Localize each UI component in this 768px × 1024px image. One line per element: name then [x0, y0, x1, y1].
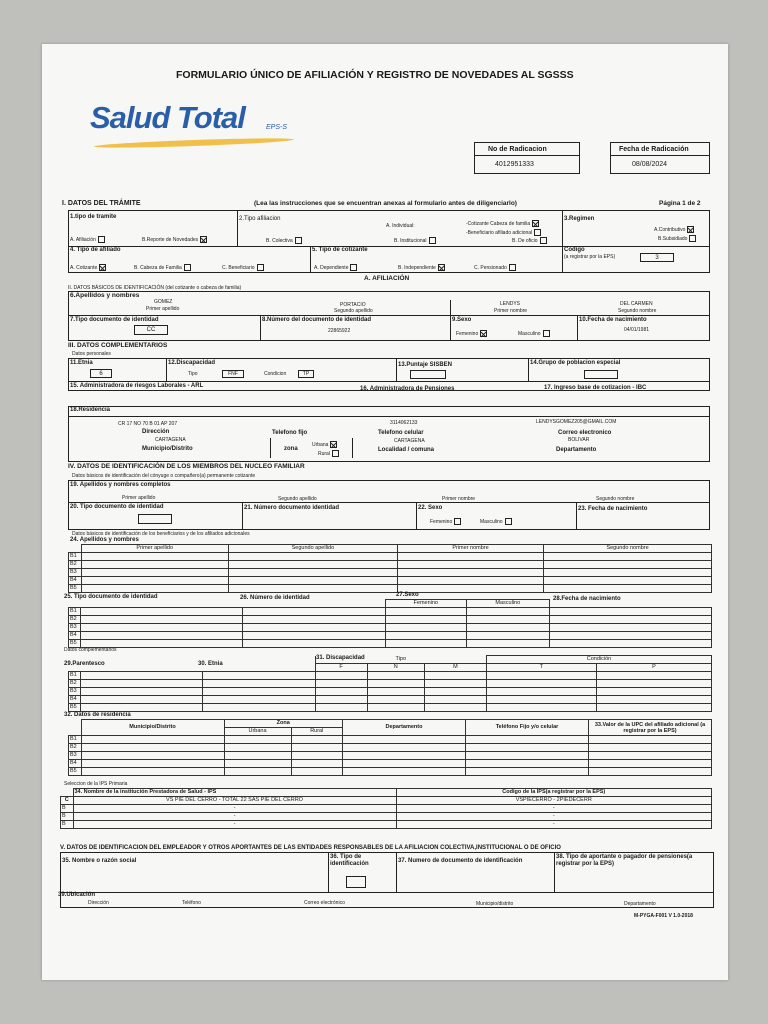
sex-male-checkbox[interactable]	[543, 330, 550, 337]
spouse-doc-field[interactable]	[138, 514, 172, 524]
afiliacion-colectiva: B. Colectiva	[266, 237, 302, 244]
afiliacion-adicional-checkbox[interactable]	[534, 229, 541, 236]
parentesco-label: 29.Parentesco	[64, 661, 105, 667]
first-surname: GOMEZ	[154, 299, 173, 305]
regimen-label: 3.Regimen	[564, 216, 595, 222]
municipio-value: CARTAGENA	[155, 437, 186, 443]
ips-name-value: VS PIE DEL CERRO - TOTAL 22 SAS PIE DEL CERRO	[73, 797, 396, 805]
second-surname-label: Segundo apellido	[334, 308, 373, 314]
disc-condicion-label: Condicion	[264, 371, 287, 377]
tramite-afiliacion: A. Afiliación	[70, 236, 105, 243]
email-value: LENDYSGOMEZ205@GMAIL.COM	[536, 419, 617, 425]
regimen-subsidiado: B.Subsidiado	[658, 235, 696, 242]
zona-rural: Rural	[318, 450, 339, 457]
etnia-label: 11.Etnia	[70, 360, 93, 366]
spouse-sn: Segundo nombre	[596, 496, 635, 502]
afiliacion-institucional-checkbox[interactable]	[429, 237, 436, 244]
benef-sex-label: 27.Sexo	[396, 592, 419, 598]
sisben-label: 13.Puntaje SISBEN	[398, 362, 453, 368]
first-name-label: Primer nombre	[494, 308, 528, 314]
localidad-value: CARTAGENA	[394, 438, 425, 444]
codigo-value[interactable]: 3	[640, 253, 674, 262]
pension-label: 16. Administradora de Pensiones	[360, 386, 455, 392]
spouse-male-checkbox[interactable]	[505, 518, 512, 525]
codigo-label: Codigo	[564, 247, 585, 253]
footer-code: M-PYGA-F001 V 1.0-2018	[634, 913, 693, 919]
logo-swoosh	[94, 137, 294, 150]
radicacion-label: No de Radicacion	[488, 146, 547, 153]
ubic-dir: Dirección	[88, 900, 109, 906]
section5-title: V. DATOS DE IDENTIFICACION DEL EMPLEADOR Y OTROS APORTANTES DE LAS ENTIDADES RESPONSABLES DE LA AFILIACION COLECTIVA,INSTITUCIONAL O DE OFICIO	[60, 845, 561, 851]
page-number: Página 1 de 2	[659, 200, 701, 207]
grupo-field[interactable]	[584, 370, 618, 379]
doc-number-value: 22865922	[328, 328, 351, 334]
spouse-ps: Primer apellido	[122, 495, 156, 501]
cotizante-dependiente: A. Dependiente	[314, 264, 357, 271]
spouse-names-label: 19. Apellidos y nombres completos	[70, 482, 171, 488]
resid2-table: Municipio/Distrito Zona Departamento Teléfono Fijo y/o celular 33.Valor de la UPC del afiliado adicional (a registrar por la EPS) Urbana Rural B1 B2 B3 B4 B5	[68, 719, 712, 776]
discapacidad-label: 12.Discapacidad	[168, 360, 216, 366]
second-name: DEL CARMEN	[620, 301, 653, 307]
ubic-tel: Teléfono	[182, 900, 201, 906]
address-value: CR 17 NO 70 B 01 AP 207	[118, 421, 178, 427]
tramite-afiliacion-checkbox[interactable]	[98, 236, 105, 243]
afiliado-beneficiario: C. Beneficiario	[222, 264, 264, 271]
afiliacion-cabeza-checkbox[interactable]	[532, 220, 539, 227]
disc-tipo-label: Tipo	[188, 371, 198, 377]
second-name-label: Segundo nombre	[618, 308, 657, 314]
afiliacion-individual: A. Individual:	[386, 223, 415, 229]
afiliacion-adicional: -Beneficiario afiliado adicional	[466, 229, 541, 236]
names-label: 6.Apellidos y nombres	[70, 292, 140, 299]
benef-sub: Datos básicos de identificación de los beneficiarios y de los afiliados adicionales	[72, 531, 250, 537]
ubic-mun: Municipio/distrito	[476, 901, 514, 907]
cotizante-pensionado-checkbox[interactable]	[509, 264, 516, 271]
employer-tipo-label: 36. Tipo de identificación	[330, 854, 369, 867]
ips-sub: Seleccion de la IPS Primaria	[64, 781, 128, 787]
cell-label: Telefono celular	[378, 430, 424, 436]
benef-num-label: 26. Número de identidad	[240, 595, 310, 601]
afiliado-beneficiario-checkbox[interactable]	[257, 264, 264, 271]
first-name: LENDYS	[500, 301, 521, 307]
ubic-mail: Correo electrónico	[304, 900, 345, 906]
disc-tipo-value[interactable]: FNF	[222, 370, 244, 378]
grupo-label: 14.Grupo de poblacion especial	[530, 360, 621, 366]
personal-sub: Datos personales	[72, 351, 111, 357]
section1-instructions: (Lea las instrucciones que se encuentran anexas al formulario antes de diligenciarlo)	[254, 200, 517, 207]
afiliacion-tipo-label: 2.Tipo afiliacion	[239, 216, 281, 222]
employer-tipo-field[interactable]	[346, 876, 366, 888]
benef-doc-table: Femenino Masculino B1 B2 B3 B4 B5	[68, 599, 712, 648]
cotizante-dependiente-checkbox[interactable]	[350, 264, 357, 271]
regimen-contributivo-checkbox[interactable]	[687, 226, 694, 233]
regimen-subsidiado-checkbox[interactable]	[689, 235, 696, 242]
sex-female-checkbox[interactable]	[480, 330, 487, 337]
sex-female: Femenino	[456, 330, 487, 337]
spouse-female-checkbox[interactable]	[454, 518, 461, 525]
radicacion-date-value: 08/08/2024	[632, 161, 668, 168]
zona-rural-checkbox[interactable]	[332, 450, 339, 457]
spouse-female: Femenino	[430, 518, 461, 525]
sex-male: Masculino	[518, 330, 550, 337]
second-surname: PORTACIO	[340, 302, 366, 308]
afiliado-cotizante: A. Cotizante	[70, 264, 106, 271]
phone-label: Telefono fijo	[272, 430, 308, 436]
logo-brand: Salud Total	[90, 100, 245, 135]
ibc-label: 17. Ingreso base de cotizacion - IBC	[544, 385, 647, 391]
etnia-value[interactable]: 6	[90, 369, 112, 378]
cotizante-pensionado: C. Pensionado	[474, 264, 516, 271]
compl-table: Tipo Condición F N M T P B1 B2 B3 B4 B5	[68, 655, 712, 712]
resid2-label: 32. Datos de residencia	[64, 712, 131, 718]
employer-aportante-label: 38. Tipo de aportante o pagador de pensiones(a registrar por la EPS)	[556, 854, 693, 867]
section3-title: III. DATOS COMPLEMENTARIOS	[68, 342, 168, 349]
radicacion-date-label: Fecha de Radicación	[619, 146, 689, 153]
afiliado-cotizante-checkbox[interactable]	[99, 264, 106, 271]
email-label: Correo electronico	[558, 430, 612, 436]
spouse-ss: Segundo apellido	[278, 496, 317, 502]
section2-title: II. DATOS BÁSICOS DE IDENTIFICACIÓN (del cotizante o cabeza de familia)	[68, 285, 242, 291]
cotizante-tipo-label: 5. Tipo de cotizante	[312, 247, 368, 253]
afiliacion-oficio-checkbox[interactable]	[540, 237, 547, 244]
form-title: FORMULARIO ÚNICO DE AFILIACIÓN Y REGISTRO DE NOVEDADES AL SGSSS	[176, 69, 574, 81]
ubic-dep: Departamento	[624, 901, 656, 907]
afiliacion-institucional: B. Institucional	[394, 237, 436, 244]
doc-number-label: 8.Número del documento de identidad	[262, 317, 372, 323]
spouse-sex-label: 22. Sexo	[418, 505, 443, 511]
regimen-contributivo: A.Contributivo	[654, 226, 694, 233]
salud-total-logo	[90, 102, 300, 152]
afiliacion-oficio: B. De oficio	[512, 237, 547, 244]
employer-num-label: 37. Numero de documento de identificación	[398, 858, 523, 864]
afiliacion-colectiva-checkbox[interactable]	[295, 237, 302, 244]
tramite-novedades: B.Reporte de Novedades	[142, 236, 207, 243]
section4-sub: Datos básicos de identificación del cónyuge o compañero(a) permanente cotizante	[72, 473, 256, 479]
arl-label: 15. Administradora de riesgos Laborales - ARL	[70, 383, 204, 389]
doc-type-label: 7.Tipo documento de identidad	[70, 317, 159, 323]
compl-sub: Datos complementarios	[64, 647, 117, 653]
spouse-pn: Primer nombre	[442, 496, 476, 502]
ubicacion-label: 39.Ubicación	[58, 892, 96, 898]
benef-names-table: Primer apellido Segundo apellido Primer nombre Segundo nombre B1 B2 B3 B4 B5	[68, 544, 712, 593]
localidad-label: Localidad / comuna	[378, 447, 435, 453]
disc-condicion-value[interactable]: TP	[298, 370, 314, 378]
benef-names-label: 24. Apellidos y nombres	[70, 537, 139, 543]
form-page	[42, 44, 728, 980]
ips-table: 34. Nombre de la institución Prestadora de Salud - IPS Codigo de la IPS(a registrar por la EPS) C VS PIE DEL CERRO - TOTAL 22 SAS PIE DEL CERRO VSPIECERRO - 2PIEDECERR B - - B - - B - -	[60, 788, 712, 829]
sisben-field[interactable]	[410, 370, 446, 379]
departamento-label: Departamento	[556, 447, 597, 453]
spouse-num-label: 21. Número documento identidad	[244, 505, 340, 511]
benef-doc-label: 25. Tipo documento de identidad	[64, 594, 158, 600]
radicacion-value: 4012951333	[495, 161, 534, 168]
sex-label: 9.Sexo	[452, 317, 472, 323]
cell-value: 3114062133	[390, 420, 418, 426]
doc-type-value[interactable]: CC	[134, 325, 168, 335]
employer-name-label: 35. Nombre o razón social	[62, 858, 137, 864]
zona-urbana-checkbox[interactable]	[330, 441, 337, 448]
compl-disc-label: 31. Discapacidad	[316, 655, 365, 661]
tramite-novedades-checkbox[interactable]	[200, 236, 207, 243]
afiliado-cabeza-checkbox[interactable]	[184, 264, 191, 271]
benef-birth-label: 28.Fecha de nacimiento	[553, 596, 621, 602]
compl-etnia-label: 30. Etnia	[198, 661, 223, 667]
municipio-label: Municipio/Distrito	[142, 446, 193, 452]
departamento-value: BOLIVAR	[568, 437, 590, 443]
address-label: Dirección	[142, 429, 170, 435]
afiliado-cabeza: B. Cabeza de Familia	[134, 264, 191, 271]
section1-title: I. DATOS DEL TRÁMITE	[62, 200, 141, 207]
first-surname-label: Primer apellido	[146, 306, 180, 312]
zona-label: zona	[284, 446, 298, 452]
cotizante-independiente-checkbox[interactable]	[438, 264, 445, 271]
spouse-birth-label: 23. Fecha de nacimiento	[578, 506, 648, 512]
section4-title: IV. DATOS DE IDENTIFICACIÓN DE LOS MIEMBROS DEL NUCLEO FAMILIAR	[68, 463, 305, 470]
afiliado-tipo-label: 4. Tipo de afiliado	[70, 247, 121, 253]
birth-label: 10.Fecha de nacimiento	[579, 317, 647, 323]
cotizante-independiente: B. Independiente	[398, 264, 445, 271]
tramite-label: 1.tipo de tramite	[70, 214, 117, 220]
afiliacion-cabeza: -Cotizante Cabeza de familia	[466, 220, 539, 227]
logo-suffix: EPS-S	[266, 124, 288, 131]
residencia-label: 18.Residencia	[70, 407, 111, 413]
spouse-male: Masculino	[480, 518, 512, 525]
section-a-title: A. AFILIACIÓN	[364, 275, 410, 282]
birth-value: 04/01/1981	[624, 327, 650, 333]
codigo-note: (a registrar por la EPS)	[564, 254, 616, 260]
spouse-doc-label: 20. Tipo documento de identidad	[70, 504, 164, 510]
ips-code-value: VSPIECERRO - 2PIEDECERR	[396, 797, 712, 805]
zona-urbana: Urbana	[312, 441, 337, 448]
